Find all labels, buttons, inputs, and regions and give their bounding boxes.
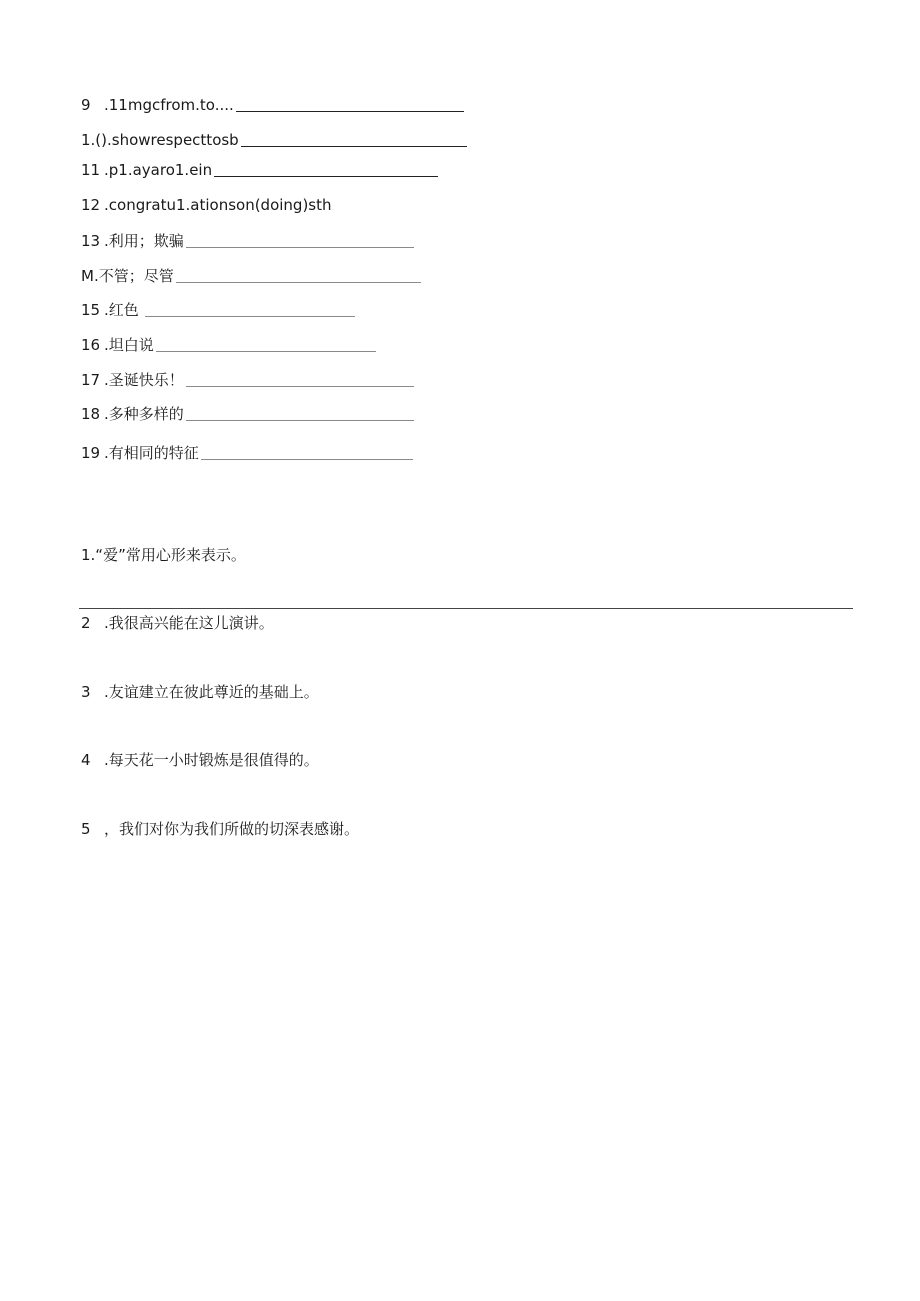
answer-blank[interactable] <box>145 316 355 317</box>
item-prompt: .有相同的特征 <box>104 444 199 462</box>
answer-blank[interactable] <box>176 282 421 283</box>
vocab-item-12 <box>81 192 332 214</box>
answer-blank[interactable] <box>214 176 438 177</box>
vocab-item-16 <box>81 332 376 354</box>
item-number: 4 <box>81 751 91 769</box>
vocab-item-18 <box>81 401 414 423</box>
item-number: 11 <box>81 161 101 179</box>
item-number: 12 <box>81 196 101 214</box>
item-prompt: .友谊建立在彼此尊近的基础上。 <box>104 683 319 701</box>
item-prompt: .圣诞快乐！ <box>104 371 184 389</box>
item-prompt: 1.“爱”常用心形来表示。 <box>81 546 246 564</box>
item-number: 13 <box>81 232 101 250</box>
translation-item-4 <box>81 747 319 769</box>
answer-blank[interactable] <box>156 351 376 352</box>
vocab-item-9 <box>81 92 464 114</box>
item-number: 2 <box>81 614 91 632</box>
item-number: 17 <box>81 371 101 389</box>
vocab-item-15 <box>81 297 355 319</box>
item-prompt: .多种多样的 <box>104 405 184 423</box>
item-number: 16 <box>81 336 101 354</box>
translation-item-2 <box>81 610 274 632</box>
item-number: 3 <box>81 683 91 701</box>
item-prompt: .利用；欺骗 <box>104 232 184 250</box>
item-prompt: .每天花一小时锻炼是很值得的。 <box>104 751 319 769</box>
item-prompt: .p1.ayaro1.ein <box>104 161 213 179</box>
vocab-item-11 <box>81 157 438 179</box>
vocab-item-17 <box>81 367 414 389</box>
translation-item-3 <box>81 679 319 701</box>
item-prompt: ，我们对你为我们所做的切深表感谢。 <box>104 820 360 838</box>
vocab-item-14 <box>81 263 421 285</box>
answer-blank[interactable] <box>186 420 414 421</box>
answer-blank[interactable] <box>241 146 467 147</box>
item-prompt: .红色 <box>104 301 139 319</box>
answer-blank[interactable] <box>186 386 414 387</box>
item-prompt: .我很高兴能在这儿演讲。 <box>104 614 274 632</box>
answer-blank[interactable] <box>236 111 464 112</box>
vocab-item-10 <box>81 127 467 149</box>
item-number: 18 <box>81 405 101 423</box>
translation-item-5 <box>81 816 359 838</box>
item-number: 19 <box>81 444 101 462</box>
item-prompt: M.不管；尽管 <box>81 267 174 285</box>
vocab-item-19 <box>81 440 413 462</box>
item-prompt: .congratu1.ationson(doing)sth <box>104 196 332 214</box>
item-prompt: .坦白说 <box>104 336 154 354</box>
vocab-item-13 <box>81 228 414 250</box>
item-number: 5 <box>81 820 91 838</box>
item-number: 15 <box>81 301 101 319</box>
answer-blank[interactable] <box>186 247 414 248</box>
translation-item-1 <box>81 542 246 564</box>
answer-line[interactable] <box>79 608 853 609</box>
item-prompt: 1.().showrespecttosb <box>81 131 239 149</box>
item-prompt: .11mgcfrom.to.... <box>104 96 234 114</box>
answer-blank[interactable] <box>201 459 413 460</box>
item-number: 9 <box>81 96 91 114</box>
